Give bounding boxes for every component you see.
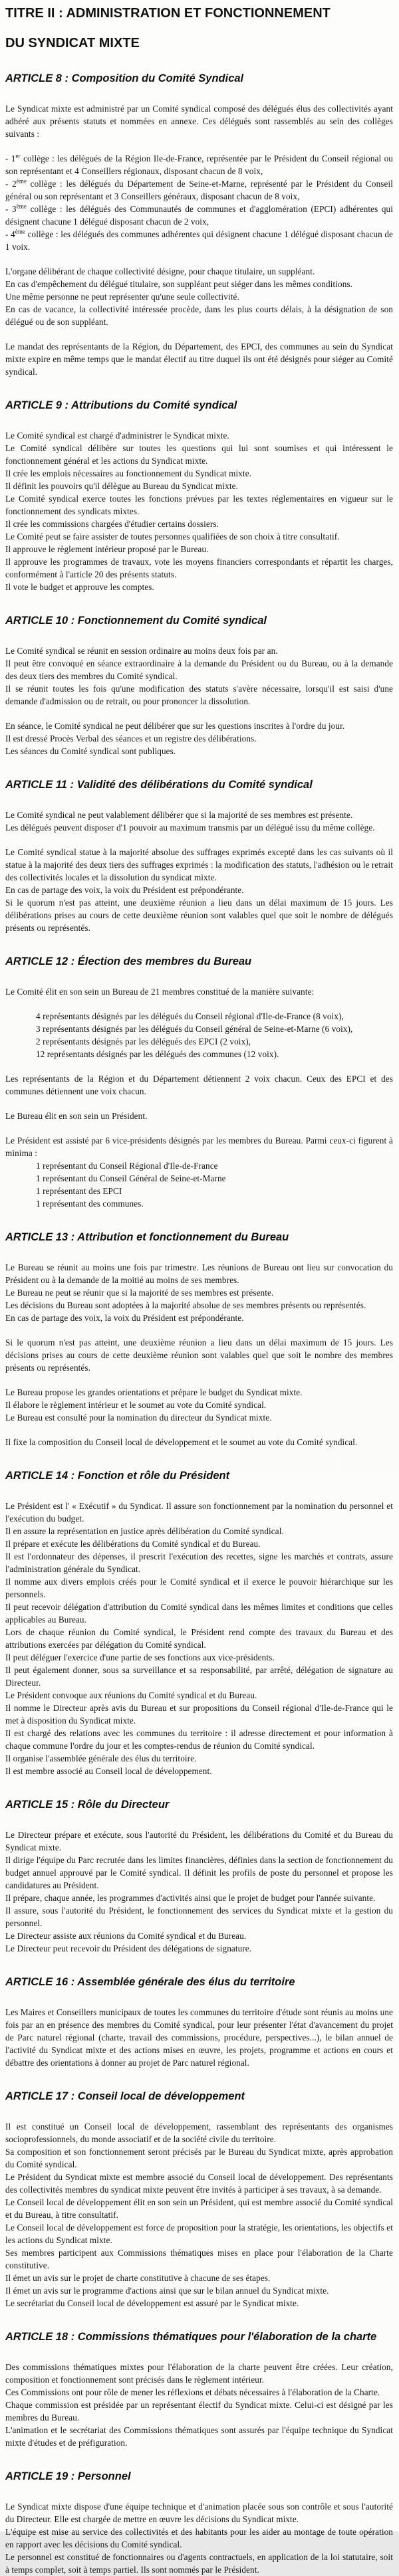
- paragraph-line: Le personnel est constitué de fonctionnaires ou d'agents contractuels, en application de la loi statutaire, soit à temps complet, soit à temps partiel. Ils sont nommés par le Président.: [5, 2552, 393, 2575]
- paragraph-line: Le Comité syndical exerce toutes les fonctions prévues par les textes réglementaires en vigueur sur le fonctionnement des syndicats mixtes.: [5, 494, 393, 516]
- paragraph-block: [5, 2500, 393, 2576]
- article-section: [5, 1975, 393, 2069]
- paragraph-line: Lors de chaque réunion du Comité syndical, le Président rend compte des travaux du Bureau et des attributions exercées par délégation du Comité syndical.: [5, 1627, 393, 1650]
- paragraph-line: - 3ème collège : les délégués des Communautés de communes et d'agglomération (EPCI) adhérentes qui désignent chacune 1 délégué disposant chacun de 2 voix,: [5, 203, 393, 227]
- paragraph-line: 1 représentant du Conseil Régional d'Ile-de-France: [36, 1161, 218, 1171]
- paragraph-line: Il crée les emplois nécessaires au fonctionnement du Syndicat mixte.: [5, 468, 252, 478]
- paragraph-line: Il est l'ordonnateur des dépenses, il prescrit l'exécution des recettes, signe les marchés et contrats, assure l'administration générale du Syndicat.: [5, 1551, 393, 1574]
- paragraph-line: En cas de vacance, la collectivité intéressée procède, dans les plus courts délais, à la désignation de son délégué ou de son suppléant.: [5, 304, 393, 327]
- article-section: [5, 2329, 393, 2449]
- paragraph-line: Il assure, sous l'autorité du Président, le fonctionnement des services du Syndicat mixte et la gestion du personnel.: [5, 1906, 393, 1928]
- paragraph-line: Le Bureau est consulté pour la nomination du directeur du Syndicat mixte.: [5, 1413, 272, 1423]
- article-heading: ARTICLE 13 : Attribution et fonctionnement du Bureau: [5, 1231, 289, 1243]
- paragraph-line: Chaque commission est présidée par un représentant électif du Syndicat mixte. Celui-ci est désigné par les membres du Bureau.: [5, 2400, 393, 2423]
- article-heading: ARTICLE 8 : Composition du Comité Syndical: [5, 72, 244, 84]
- paragraph-block: [5, 340, 393, 378]
- paragraph-line: Il prépare, chaque année, les programmes d'activités ainsi que le projet de budget pour l'année suivante.: [5, 1893, 376, 1903]
- paragraph-line: En séance, le Comité syndical ne peut délibérer que sur les questions inscrites à l'ordre du jour.: [5, 721, 345, 731]
- paragraph-line: - 4ème collège : les délégués des communes adhérentes qui désignent chacune 1 délégué disposant chacun de 1 voix.: [5, 228, 393, 252]
- paragraph-line: Il dirige l'équipe du Parc recrutée dans les limites financières, définies dans la section de fonctionnement du budget annuel approuvé par le Comité syndical. Il définit les profils de poste du personnel et propose les candidatures au Président.: [5, 1855, 393, 1890]
- article-heading: ARTICLE 12 : Élection des membres du Bureau: [5, 955, 252, 967]
- document-title-line1: TITRE II : ADMINISTRATION ET FONCTIONNEMENT: [5, 6, 331, 21]
- paragraph-line: Sa composition et son fonctionnement seront précisés par le Bureau du Syndicat mixte, après approbation du Comité syndical.: [5, 2147, 393, 2169]
- articles: [5, 71, 393, 2576]
- paragraph-line: En cas d'empêchement du délégué titulaire, son suppléant peut siéger dans les mêmes conditions.: [5, 279, 353, 289]
- paragraph-block: [5, 720, 393, 757]
- paragraph-line: Il fixe la composition du Conseil local de développement et le soumet au vote du Comité syndical.: [5, 1437, 358, 1447]
- superscript: ème: [15, 228, 26, 235]
- article-section: [5, 1230, 393, 1448]
- article-section: [5, 71, 393, 378]
- paragraph-line: Une même personne ne peut représenter qu'une seule collectivité.: [5, 292, 239, 302]
- paragraph-line: L'équipe est mise au service des collectivités et des habitants pour les aider au montage de toute opération en rapport avec les décisions du Comité syndical.: [5, 2527, 393, 2549]
- paragraph-line: Les délégués peuvent disposer d'1 pouvoir au maximum transmis par un délégué issu du même collège.: [5, 823, 375, 833]
- article-section: [5, 2469, 393, 2576]
- paragraph-block: [5, 2120, 393, 2310]
- paragraph-block: [5, 429, 393, 593]
- paragraph-line: Le Directeur assiste aux réunions du Comité syndical et du Bureau.: [5, 1931, 247, 1941]
- article-section: [5, 777, 393, 934]
- paragraph-line: Il est chargé des relations avec les communes du territoire : il adresse directement et pour information à chaque commune l'ordre du jour et les comptes-rendus de réunion du Comité syndical.: [5, 1728, 393, 1751]
- paragraph-block: [5, 1336, 393, 1374]
- paragraph-line: Le Conseil local de développement est force de proposition pour la stratégie, les orientations, les objectifs et les actions du Syndicat mixte.: [5, 2223, 393, 2245]
- paragraph-line: Il est membre associé au Conseil local de développement.: [5, 1766, 212, 1776]
- paragraph-block: [5, 102, 393, 140]
- article-heading: ARTICLE 19 : Personnel: [5, 2470, 131, 2482]
- paragraph-line: Il crée les commissions chargées d'étudier certains dossiers.: [5, 519, 219, 529]
- paragraph-line: Le Président convoque aux réunions du Comité syndical et du Bureau.: [5, 1690, 257, 1700]
- paragraph-line: Il peut déléguer l'exercice d'une partie de ses fonctions aux vice-présidents.: [5, 1652, 275, 1662]
- paragraph-line: Le Comité peut se faire assister de toutes personnes qualifiées de son choix à titre consultatif.: [5, 532, 340, 542]
- paragraph-line: Les décisions du Bureau sont adoptées à la majorité absolue de ses membres présents ou représentés.: [5, 1300, 366, 1310]
- paragraph-line: Il organise l'assemblée générale des élus du territoire.: [5, 1753, 197, 1763]
- paragraph-line: Le Comité syndical statue à la majorité absolue des suffrages exprimés excepté dans les cas suivants où il statue à la majorité des deux tiers des suffrages exprimés : la modification des statuts, l'adhésion ou le retrait des collectivités locales et la dissolution du syndicat mixte.: [5, 847, 393, 882]
- paragraph-line: Il en assure la représentation en justice après délibération du Comité syndical.: [5, 1526, 284, 1536]
- paragraph-line: 3 représentants désignés par les délégués du Conseil général de Seine-et-Marne (6 voix),: [36, 1024, 353, 1034]
- paragraph-line: Il approuve le règlement intérieur proposé par le Bureau.: [5, 544, 209, 554]
- paragraph-block: [5, 644, 393, 708]
- article-heading: ARTICLE 9 : Attributions du Comité syndical: [5, 399, 237, 411]
- paragraph-line: Il nomme le Directeur après avis du Bureau et sur propositions du Conseil régional d'Ile-de-France qui le met à disposition du Syndicat mixte.: [5, 1703, 393, 1726]
- paragraph-line: Il peut être convoqué en séance extraordinaire à la demande du Président ou du Bureau, ou à la demande des deux tiers des membres du Comité syndical.: [5, 658, 393, 681]
- superscript: er: [15, 152, 21, 159]
- paragraph-line: - 1er collège : les délégués de la Région Ile-de-France, représentée par le Président du Conseil régional ou son représentant et 4 Conseillers régionaux, disposant chacun de 8 voix,: [5, 152, 393, 176]
- paragraph-line: Les Maires et Conseillers municipaux de toutes les communes du territoire d'étude sont réunis au moins une fois par an en présence des membres du Comité syndical, pour leur présenter l'état d'avancement du projet de Parc naturel régional (charte, travail des commissions, procédure, perspectives...), le bilan annuel de l'activité du Syndicat mixte et des actions mises en œuvre, les projets, programme et actions en cours et débattre des orientations à donner au projet de Parc naturel régional.: [5, 2007, 393, 2068]
- paragraph-line: Si le quorum n'est pas atteint, une deuxième réunion a lieu dans un délai maximum de 15 jours. Les décisions prises au cours de cette deuxième réunion sont valables quel que soit le nombre des membres présents ou représentés.: [5, 1338, 393, 1373]
- paragraph-line: Ces Commissions ont pour rôle de mener les réflexions et débats nécessaires à l'élaboration de la Charte.: [5, 2387, 380, 2397]
- paragraph-line: 2 représentants désignés par les délégués des EPCI (2 voix),: [36, 1037, 251, 1046]
- superscript: ème: [16, 203, 27, 210]
- paragraph-line: Le Président est l' « Exécutif » du Syndicat. Il assure son fonctionnement par la nomination du personnel et l'exécution du budget.: [5, 1501, 393, 1524]
- paragraph-line: Il se réunit toutes les fois qu'une modification des statuts s'avère nécessaire, lorsqu'il est saisi d'une demande d'admission ou de retrait, ou pour prononcer la dissolution.: [5, 684, 393, 706]
- paragraph-line: En cas de partage des voix, la voix du Président est prépondérante.: [5, 1313, 244, 1323]
- paragraph-line: Il prépare et exécute les délibérations du Comité syndical et du Bureau.: [5, 1539, 261, 1549]
- paragraph-line: Le secrétariat du Conseil local de développement est assuré par le Syndicat mixte.: [5, 2298, 299, 2308]
- article-heading: ARTICLE 16 : Assemblée générale des élus du territoire: [5, 1976, 295, 1988]
- paragraph-line: Il émet un avis sur le projet de charte constitutive à chacune de ses étapes.: [5, 2273, 271, 2283]
- paragraph-line: Le Comité syndical ne peut valablement délibérer que si la majorité de ses membres est présente.: [5, 810, 353, 820]
- paragraph-line: Il vote le budget et approuve les comptes.: [5, 582, 154, 592]
- article-heading: ARTICLE 15 : Rôle du Directeur: [5, 1799, 170, 1811]
- article-section: [5, 954, 393, 1210]
- paragraph-line: Il peut recevoir délégation d'attribution du Comité syndical dans les mêmes limites et conditions que celles applicables au Bureau.: [5, 1602, 393, 1625]
- article-section: [5, 2089, 393, 2310]
- paragraph-line: L'organe délibérant de chaque collectivité désigne, pour chaque titulaire, un suppléant.: [5, 266, 315, 276]
- paragraph-block: [5, 1072, 393, 1098]
- paragraph-line: Les séances du Comité syndical sont publiques.: [5, 746, 176, 756]
- article-heading: ARTICLE 17 : Conseil local de développement: [5, 2090, 245, 2102]
- paragraph-line: Le Conseil local de développement élit en son sein un Président, qui est membre associé du Comité syndical et du Bureau, à titre consultatif.: [5, 2197, 393, 2220]
- paragraph-line: Les représentants de la Région et du Département détiennent 2 voix chacun. Ceux des EPCI et des communes détiennent une voix chacun.: [5, 1074, 393, 1096]
- paragraph-line: Le Bureau se réunit au moins une fois par trimestre. Les réunions de Bureau ont lieu sur convocation du Président ou à la demande de la moitié au moins de ses membres.: [5, 1262, 393, 1285]
- paragraph-line: Il émet un avis sur le programme d'actions ainsi que sur le bilan annuel du Syndicat mixte.: [5, 2286, 329, 2296]
- paragraph-line: Il définit les pouvoirs qu'il délègue au Bureau du Syndicat mixte.: [5, 481, 238, 491]
- paragraph-line: 4 représentants désignés par les délégués du Conseil régional d'Ile-de-France (8 voix),: [36, 1011, 344, 1021]
- paragraph-block: [5, 2361, 393, 2449]
- paragraph-line: Le Directeur prépare et exécute, sous l'autorité du Président, les délibérations du Comité et du Bureau du Syndicat mixte.: [5, 1830, 393, 1852]
- article-heading: ARTICLE 10 : Fonctionnement du Comité syndical: [5, 615, 267, 627]
- paragraph-line: Il est constitué un Conseil local de développement, rassemblant des représentants des organismes socioprofessionnels, du monde associatif et de la société civile du territoire.: [5, 2122, 393, 2144]
- paragraph-line: Il approuve les programmes de travaux, vote les moyens financiers correspondants et répartit les charges, conformément à l'article 20 des présents statuts.: [5, 557, 393, 579]
- paragraph-line: Le Comité syndical se réunit en session ordinaire au moins deux fois par an.: [5, 646, 278, 656]
- paragraph-line: Ses membres participent aux Commissions thématiques mises en place pour l'élaboration de la Charte constitutive.: [5, 2248, 393, 2270]
- paragraph-line: Le Directeur peut recevoir du Président des délégations de signature.: [5, 1943, 252, 1953]
- paragraph-line: L'animation et le secrétariat des Commissions thématiques sont assurés par l'équipe technique du Syndicat mixte d'études et de préfiguration.: [5, 2425, 393, 2448]
- paragraph-line: Le mandat des représentants de la Région, du Département, des EPCI, des communes au sein du Syndicat mixte expire en même temps que le mandat électif au titre duquel ils ont été désignés pour siéger au Comité syndical.: [5, 342, 393, 377]
- paragraph-block: [5, 1386, 393, 1424]
- paragraph-block: [5, 1134, 393, 1210]
- paragraph-block: [5, 1261, 393, 1324]
- paragraph-line: Le Président du Syndicat mixte est membre associé du Conseil local de développement. Des représentants des collectivités membres du syndicat mixte peuvent être invités à participer à ses travaux, à sa demande.: [5, 2172, 393, 2195]
- paragraph-line: Le Président est assisté par 6 vice-présidents désignés par les membres du Bureau. Parmi ceux-ci figurent à minima :: [5, 1136, 393, 1158]
- paragraph-line: En cas de partage des voix, la voix du Président est prépondérante.: [5, 885, 244, 895]
- paragraph-block: [5, 809, 393, 834]
- paragraph-block: [5, 846, 393, 934]
- paragraph-line: Il nomme aux divers emplois créés pour le Comité syndical et il exerce le pouvoir hiérarchique sur les personnels.: [5, 1577, 393, 1599]
- paragraph-line: Le Bureau propose les grandes orientations et prépare le budget du Syndicat mixte.: [5, 1387, 303, 1397]
- paragraph-block: [5, 1436, 393, 1448]
- paragraph-line: 1 représentant du Conseil Général de Seine-et-Marne: [36, 1173, 226, 1183]
- paragraph-line: 1 représentant des communes.: [36, 1199, 144, 1209]
- document-title-line2: DU SYNDICAT MIXTE: [5, 36, 140, 50]
- paragraph-block: [5, 2006, 393, 2069]
- paragraph-line: Il est dressé Procès Verbal des séances et un registre des délibérations.: [5, 734, 257, 743]
- paragraph-line: 1 représentant des EPCI: [36, 1186, 122, 1196]
- paragraph-line: Le Syndicat mixte est administré par un Comité syndical composé des délégués élus des collectivités ayant adhéré aux présents statuts et nommées en annexe. Ces délégués sont rassemblés au sein des collèges suivants :: [5, 104, 393, 139]
- paragraph-line: Le Comité syndical délibère sur toutes les questions qui lui sont soumises et qui intéressent le fonctionnement général et les actions du Syndicat mixte.: [5, 443, 393, 466]
- paragraph-line: Le Bureau élit en son sein un Président.: [5, 1111, 148, 1121]
- paragraph-line: Il peut également donner, sous sa surveillance et sa responsabilité, par arrêté, délégation de signature au Directeur.: [5, 1665, 393, 1688]
- superscript: ème: [16, 177, 27, 185]
- paragraph-block: [5, 1010, 393, 1060]
- paragraph-line: Des commissions thématiques mixtes pour l'élaboration de la charte peuvent être créées. Leur création, composition et fonctionnement sont précisés dans le règlement intérieur.: [5, 2362, 393, 2385]
- paragraph-block: [5, 1500, 393, 1777]
- article-section: [5, 613, 393, 757]
- paragraph-block: [5, 265, 393, 328]
- paragraph-block: [5, 1829, 393, 1955]
- paragraph-line: 12 représentants désignés par les délégués des communes (12 voix).: [36, 1049, 279, 1059]
- paragraph-line: Le Comité syndical est chargé d'administrer le Syndicat mixte.: [5, 431, 229, 441]
- paragraph-line: Si le quorum n'est pas atteint, une deuxième réunion a lieu dans un délai maximum de 15 jours. Les délibérations prises au cours de cette deuxième réunion sont valables quel que soit le nombre de délégués présents ou représentés.: [5, 898, 393, 933]
- article-heading: ARTICLE 18 : Commissions thématiques pour l'élaboration de la charte: [5, 2331, 377, 2343]
- paragraph-line: Le Bureau ne peut se réunir que si la majorité de ses membres est présente.: [5, 1288, 274, 1298]
- paragraph-line: Le Syndicat mixte dispose d'une équipe technique et d'animation placée sous son contrôle et sous l'autorité du Directeur. Elle est chargée de mettre en œuvre les décisions du Syndicat mixte.: [5, 2502, 393, 2524]
- paragraph-line: Le Comité élit en son sein un Bureau de 21 membres constitué de la manière suivante:: [5, 987, 315, 997]
- paragraph-block: [5, 985, 393, 998]
- paragraph-line: - 2ème collège : les délégués du Département de Seine-et-Marne, représenté par le Président du Conseil général ou son représentant et 3 Conseillers généraux, disposant chacun de 8 voix,: [5, 177, 393, 201]
- paragraph-block: [5, 152, 393, 253]
- article-section: [5, 398, 393, 593]
- article-heading: ARTICLE 14 : Fonction et rôle du Président: [5, 1470, 230, 1482]
- article-heading: ARTICLE 11 : Validité des délibérations du Comité syndical: [5, 779, 313, 791]
- paragraph-line: Il élabore le règlement intérieur et le soumet au vote du Comité syndical.: [5, 1400, 267, 1410]
- article-section: [5, 1468, 393, 1777]
- paragraph-block: [5, 1110, 393, 1122]
- article-section: [5, 1797, 393, 1955]
